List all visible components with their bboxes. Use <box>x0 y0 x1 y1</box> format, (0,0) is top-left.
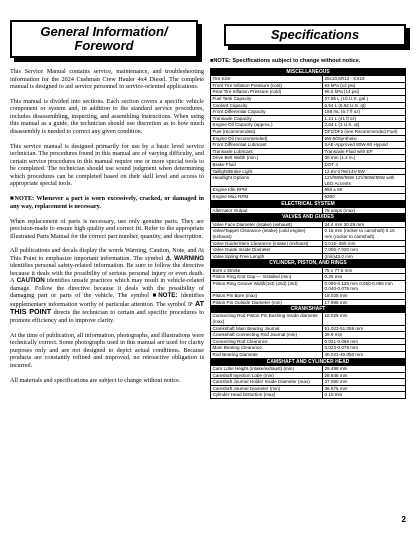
spec-label: Front Differential Capacity <box>211 109 323 116</box>
spec-row <box>211 135 406 142</box>
spec-label: Tire Size <box>211 76 323 83</box>
spec-label: Camshaft Injection Lobe (min) <box>211 372 323 379</box>
spec-label: Front Tire Inflation Pressure (cold) <box>211 82 323 89</box>
spec-row <box>211 228 406 240</box>
warning-word: WARNING <box>174 254 205 262</box>
spec-row <box>211 82 406 89</box>
paragraph: This service manual is designed primarily for use by a basic level service technician. The procedures found in this manual are of varying difficulty, and certain service procedures in this manual require one or more special tools to be completed. The technician should use sound judgment when determining which procedures can be completed based on their skill level and access to appropriate special tools. <box>10 142 204 188</box>
symbols-text-4: identifies supplementary information worthy of particular attention. The symbol <box>10 292 204 308</box>
spec-row <box>211 240 406 247</box>
spec-row <box>211 142 406 149</box>
spec-label: Fuel Tank Capacity <box>211 96 323 103</box>
spec-value: 36.975 mm <box>323 385 406 392</box>
spec-value: 2.84 L (3 U.S. qt) <box>323 122 406 129</box>
spec-value: 0.021-0.066 mm <box>323 338 406 345</box>
spec-row <box>211 325 406 332</box>
symbols-text-5: directs the technician to certain and specific procedures to promote efficiency and to improve clarity. <box>10 309 205 324</box>
spec-section-title: CAMSHAFT AND CYLINDER HEAD <box>211 358 406 365</box>
symbols-text-1: All publications and decals display the words Warning, Caution, Note, and At This Point to emphasize important information. The symbol <box>10 247 204 262</box>
note-paragraph <box>10 195 204 210</box>
spec-value: DF1/DF2 (see Recommended Fuel) <box>323 129 406 136</box>
spec-value: 37.85 L (10 U.S. gal.) <box>323 96 406 103</box>
spec-row <box>211 102 406 109</box>
spec-row <box>211 274 406 281</box>
spec-value: 0.15 mm (rocker to camshaft) 0.15 mm (rocker to camshaft) <box>323 228 406 240</box>
spec-label: Camshaft Journal Diameter (min) <box>211 385 323 392</box>
note-word: NOTE: <box>158 292 178 300</box>
spec-label: Rod Bearing Diameter <box>211 352 323 359</box>
spec-label: Engine Max RPM <box>211 193 323 200</box>
spec-label: Transaxle Lubricant <box>211 148 323 155</box>
spec-value: 40.021-40.050 mm <box>323 352 406 359</box>
spec-value: 75 x 77.6 mm <box>323 267 406 274</box>
spec-section-title: VALVES AND GUIDES <box>211 214 406 221</box>
spec-row <box>211 122 406 129</box>
spec-row <box>211 379 406 386</box>
spec-label: Valve Guide Inside Diameter <box>211 247 323 254</box>
spec-label: Connecting Rod Piston Pin Bushing Inside diameter (max) <box>211 313 323 325</box>
spec-value: 12V/60W/55W 12V/60W/55W with LED Accents <box>323 175 406 187</box>
spec-label: Valve/Tappet Clearance (intake) (cold engine) (exhaust) <box>211 228 323 240</box>
caution-word: CAUTION <box>16 277 45 285</box>
spec-row <box>211 187 406 194</box>
paragraph: All materials and specifications are subject to change without notice. <box>10 376 181 384</box>
spec-row <box>211 299 406 306</box>
paragraph: When replacement of parts is necessary, use only genuine parts. They are precision-made to ensure high quality and correct fit. Refer to the appropriate Illustrated Parts Manual for the correct part number, quantity, and description. <box>10 217 204 240</box>
spec-row <box>211 221 406 228</box>
spec-row <box>211 115 406 122</box>
spec-label: Brake Fluid <box>211 162 323 169</box>
spec-row <box>211 76 406 83</box>
spec-value: 1.21 L (41 fl oz) <box>323 115 406 122</box>
spec-row <box>211 280 406 292</box>
spec-value: 28.848 mm <box>323 372 406 379</box>
spec-row <box>211 345 406 352</box>
note-icon: ■ <box>10 195 15 203</box>
spec-row <box>211 155 406 162</box>
spec-section-header <box>211 214 406 221</box>
spec-label: Rear Tire Inflation Pressure (cold) <box>211 89 323 96</box>
spec-row <box>211 175 406 187</box>
spec-value: 7.005-7.020 mm <box>323 247 406 254</box>
spec-value: 34.4 mm 30.29 mm <box>323 221 406 228</box>
spec-section-header <box>211 69 406 76</box>
spec-label: Drive Belt Width (min.) <box>211 155 323 162</box>
spec-section-title: ELECTRICAL SYSTEM <box>211 200 406 207</box>
spec-value: 198 mL (6.7 fl oz) <box>323 109 406 116</box>
spec-row <box>211 168 406 175</box>
specifications-column <box>210 58 406 399</box>
spec-value: 17.996 mm <box>323 299 406 306</box>
spec-value: 12.8V-27W/14V-8W <box>323 168 406 175</box>
spec-row <box>211 365 406 372</box>
paragraph: This manual is divided into sections. Each section covers a specific vehicle component or system and, in addition to the standard service procedures, includes disassembling, inspecting, and assembling instructions. When using this manual as a guide, the technician should use discretion as to how much disassembly is needed to correct any given condition. <box>10 97 204 135</box>
spec-value: 30 mm (1.2 in.) <box>323 155 406 162</box>
spec-value: 5W-50Synthetic <box>323 135 406 142</box>
spec-value: 75 amps (max) <box>323 207 406 214</box>
spec-value: 51.023-51.059 mm <box>323 325 406 332</box>
spec-row <box>211 96 406 103</box>
spec-value: 6.54 L (6.92 U.S. qt) <box>323 102 406 109</box>
spec-label: Coolant Capacity <box>211 102 323 109</box>
spec-section-header <box>211 260 406 267</box>
spec-row <box>211 109 406 116</box>
spec-value: DOT 4 <box>323 162 406 169</box>
note-square-icon: ■ <box>152 292 159 300</box>
spec-value: 18.025 mm <box>323 293 406 300</box>
spec-section-header <box>211 358 406 365</box>
spec-row <box>211 89 406 96</box>
spec-label: Valve Face Diameter (intake) (exhaust) <box>211 221 323 228</box>
spec-value: Transaxle Fluid with EP <box>323 148 406 155</box>
spec-section-header <box>211 306 406 313</box>
spec-value: 18.025 mm <box>323 313 406 325</box>
spec-value: 6300 <box>323 193 406 200</box>
spec-value: (min)43.0 mm <box>323 253 406 260</box>
spec-label: Bore x Stroke <box>211 267 323 274</box>
spec-section-header <box>211 200 406 207</box>
spec-row <box>211 253 406 260</box>
spec-value: 0.10 mm <box>323 392 406 399</box>
spec-label: Headlight Options <box>211 175 323 187</box>
foreword-column <box>10 68 204 392</box>
spec-value: 0.25 mm <box>323 274 406 281</box>
spec-label: Engine Idle RPM <box>211 187 323 194</box>
spec-row <box>211 148 406 155</box>
header-line-2: Foreword <box>74 38 134 53</box>
spec-label: Valve Guide/Stem Clearance (intake) (exhaust) <box>211 240 323 247</box>
spec-value: 0.023-0.078 mm <box>323 345 406 352</box>
spec-value: 83 kPa (12 psi) <box>323 82 406 89</box>
spec-section-title: CYLINDER, PISTON, AND RINGS <box>211 260 406 267</box>
specs-note <box>210 58 406 64</box>
spec-label: Cam Lobe Height (intake/exhaust) (min) <box>211 365 323 372</box>
spec-label: Valve Spring Free Length <box>211 253 323 260</box>
spec-section-title: MISCELLANEOUS <box>211 69 406 76</box>
spec-label: Alternator Output <box>211 207 323 214</box>
spec-row <box>211 247 406 254</box>
spec-value: 950 ± 50 <box>323 187 406 194</box>
spec-label: Crankshaft Connecting Rod Journal (min) <box>211 332 323 339</box>
spec-row <box>211 193 406 200</box>
spec-label: Piston Ring Groove Width(1st) (2nd) (3rd) <box>211 280 323 292</box>
spec-section-title: CRANKSHAFT <box>211 306 406 313</box>
paragraph: This Service Manual contains service, maintenance, and troubleshooting information for the 2024 Cushman Crew Hauler 4x4 Diesel. The complete manual is designed to aid service personnel in service-oriented applications. <box>10 68 204 90</box>
spec-value: SAE-Approved 80W-90 Hypoid <box>323 142 406 149</box>
spec-value: 29.498 mm <box>323 365 406 372</box>
note-square-icon: ■ <box>210 58 214 64</box>
spec-row <box>211 129 406 136</box>
spec-label: Crankshaft Main Bearing Journal <box>211 325 323 332</box>
spec-value: 0.090-0.125 mm 0.050-0.085 mm 0.040-0.075 mm <box>323 280 406 292</box>
spec-value: 96.5 kPa (14 psi) <box>323 89 406 96</box>
spec-value: 39.9 mm <box>323 332 406 339</box>
spec-value: 25x10.5R12 - KS19 <box>323 76 406 83</box>
spec-row <box>211 207 406 214</box>
at-this-point-word: AT THIS POINT <box>10 298 204 317</box>
spec-label: Connecting Rod Clearance <box>211 338 323 345</box>
symbols-text-3: identifies unsafe practices which may result in vehicle-related damage. Follow the directive because it deals with the possibility of damaging part or parts of the vehicle. The symbol <box>10 277 205 300</box>
spec-label: Engine Oil Capacity (approx.) <box>211 122 323 129</box>
spec-row <box>211 332 406 339</box>
paragraph: At the time of publication, all information, photographs, and illustrations were technically correct. Some photographs used in this manual are used for clarity purposes only and are not designed to depict actual conditions. Because products are constantly refined and improved, no retroactive obligation is incurred. <box>10 331 205 369</box>
spec-label: Fuel (recommended) <box>211 129 323 136</box>
spec-row <box>211 392 406 399</box>
spec-value: 37.060 mm <box>323 379 406 386</box>
spec-label: Piston Pin Outside Diameter (min) <box>211 299 323 306</box>
right-section-header <box>224 24 406 46</box>
symbols-paragraph <box>10 247 204 324</box>
note-label: NOTE: <box>14 195 35 203</box>
warning-icon: ⚠ <box>165 254 172 262</box>
spec-row <box>211 352 406 359</box>
spec-label: Cylinder Head Distortion (max) <box>211 392 323 399</box>
spec-label: Front Differential Lubricant <box>211 142 323 149</box>
spec-label: Taillight/Brake Light <box>211 168 323 175</box>
spec-label: Piston Pin Bore (max) <box>211 293 323 300</box>
spec-row <box>211 372 406 379</box>
spec-label: Main Bearing Clearance <box>211 345 323 352</box>
spec-value: 0.015-.060 mm <box>323 240 406 247</box>
left-section-header <box>10 20 198 58</box>
specs-note-text: NOTE: Specifications subject to change without notice. <box>213 58 361 64</box>
page-number: 2 <box>401 515 406 524</box>
note-text: Whenever a part is worn excessively, cracked, or damaged in any way, replacement is necessary. <box>10 195 204 210</box>
spec-row <box>211 338 406 345</box>
specifications-table <box>210 68 406 399</box>
spec-row <box>211 293 406 300</box>
hand-pointer-icon: ☞ <box>187 300 194 308</box>
symbols-text-2: identifies personal safety-related information. Be sure to follow the directive because it deals with the possibility of serious personal injury or even death. A <box>10 262 204 285</box>
spec-row <box>211 162 406 169</box>
spec-label: Transaxle Capacity <box>211 115 323 122</box>
header-line-1: General Information/ <box>40 24 168 39</box>
specifications-title: Specifications <box>270 27 360 42</box>
spec-row <box>211 313 406 325</box>
spec-row <box>211 385 406 392</box>
spec-label: Engine Oil (recommended) <box>211 135 323 142</box>
spec-label: Camshaft Journal Holder Inside Diameter (max) <box>211 379 323 386</box>
spec-row <box>211 267 406 274</box>
spec-label: Piston Ring End Gap — Installed (min) <box>211 274 323 281</box>
